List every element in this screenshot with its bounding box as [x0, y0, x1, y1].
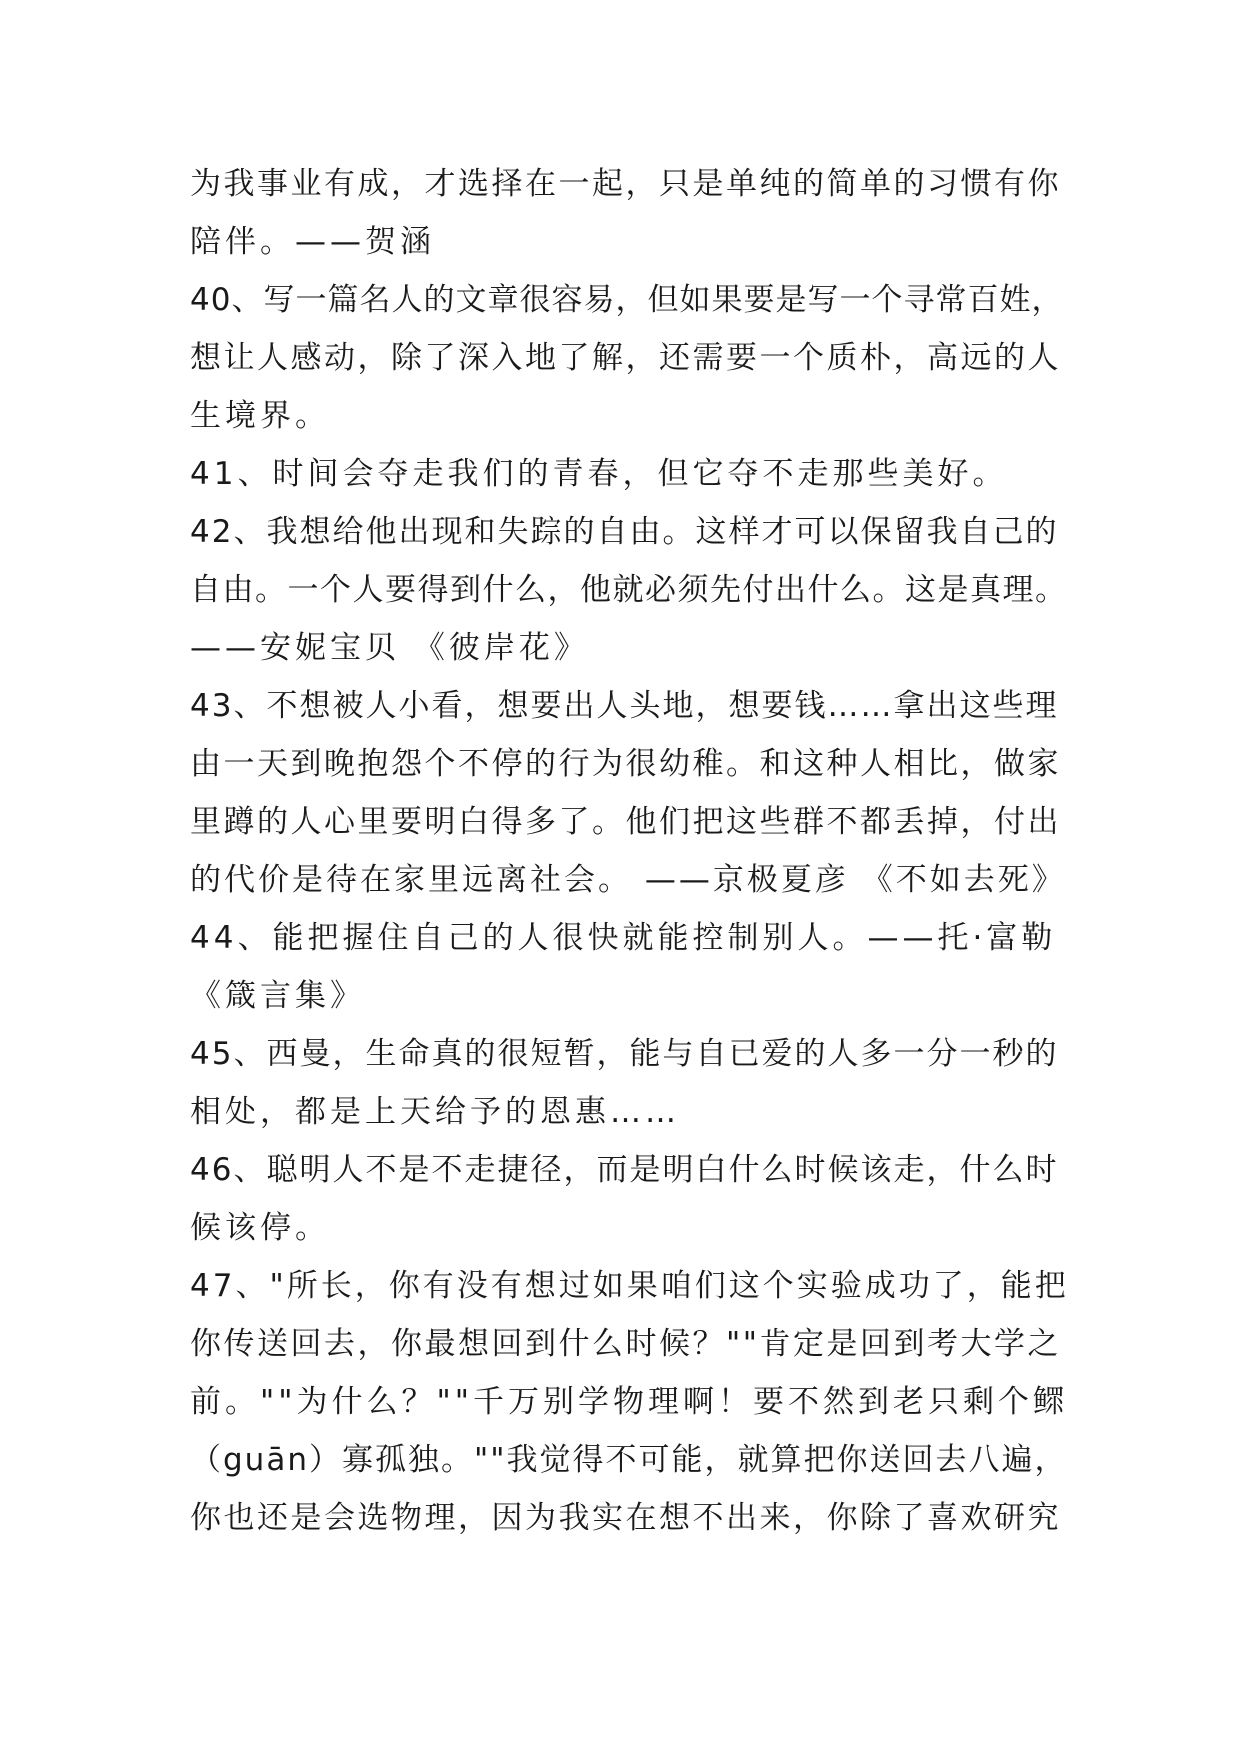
text-line: 40、写一篇名人的文章很容易，但如果要是写一个寻常百姓， — [190, 282, 1064, 318]
text-line: 为我事业有成，才选择在一起，只是单纯的简单的习惯有你 — [190, 166, 1061, 202]
document-body — [190, 155, 1070, 1547]
text-line: ——安妮宝贝 《彼岸花》 — [190, 630, 589, 666]
text-line: 由一天到晚抱怨个不停的行为很幼稚。和这种人相比，做家 — [190, 746, 1061, 782]
text-line: 47、"所长，你有没有想过如果咱们这个实验成功了，能把 — [190, 1268, 1069, 1304]
text-line: 45、西曼，生命真的很短暂，能与自已爱的人多一分一秒的 — [190, 1036, 1059, 1072]
text-line: 里蹲的人心里要明白得多了。他们把这些群不都丢掉，付出 — [190, 804, 1061, 840]
text-line: 《箴言集》 — [190, 978, 365, 1014]
text-line: 43、不想被人小看，想要出人头地，想要钱……拿出这些理 — [190, 688, 1059, 724]
text-line: 生境界。 — [190, 398, 330, 434]
text-line: 你传送回去，你最想回到什么时候？""肯定是回到考大学之 — [190, 1326, 1062, 1362]
text-line: 46、聪明人不是不走捷径，而是明白什么时候该走，什么时 — [190, 1152, 1059, 1188]
text-line: 自由。一个人要得到什么，他就必须先付出什么。这是真理。 — [190, 572, 1068, 608]
text-line: 相处，都是上天给予的恩惠…… — [190, 1094, 680, 1130]
text-line: 的代价是待在家里远离社会。 ——京极夏彦 《不如去死》 — [190, 862, 1066, 898]
text-line: （guān）寡孤独。""我觉得不可能，就算把你送回去八遍， — [190, 1442, 1068, 1478]
text-line: 你也还是会选物理，因为我实在想不出来，你除了喜欢研究 — [190, 1500, 1061, 1536]
text-line: 陪伴。——贺涵 — [190, 224, 435, 260]
text-line: 41、时间会夺走我们的青春，但它夺不走那些美好。 — [190, 456, 1008, 492]
text-line: 候该停。 — [190, 1210, 330, 1246]
text-line: 想让人感动，除了深入地了解，还需要一个质朴，高远的人 — [190, 340, 1061, 376]
text-line: 42、我想给他出现和失踪的自由。这样才可以保留我自己的 — [190, 514, 1059, 550]
text-line: 前。""为什么？""千万别学物理啊！要不然到老只剩个鳏 — [190, 1384, 1069, 1420]
text-line: 44、能把握住自己的人很快就能控制别人。——托·富勒 — [190, 920, 1057, 956]
